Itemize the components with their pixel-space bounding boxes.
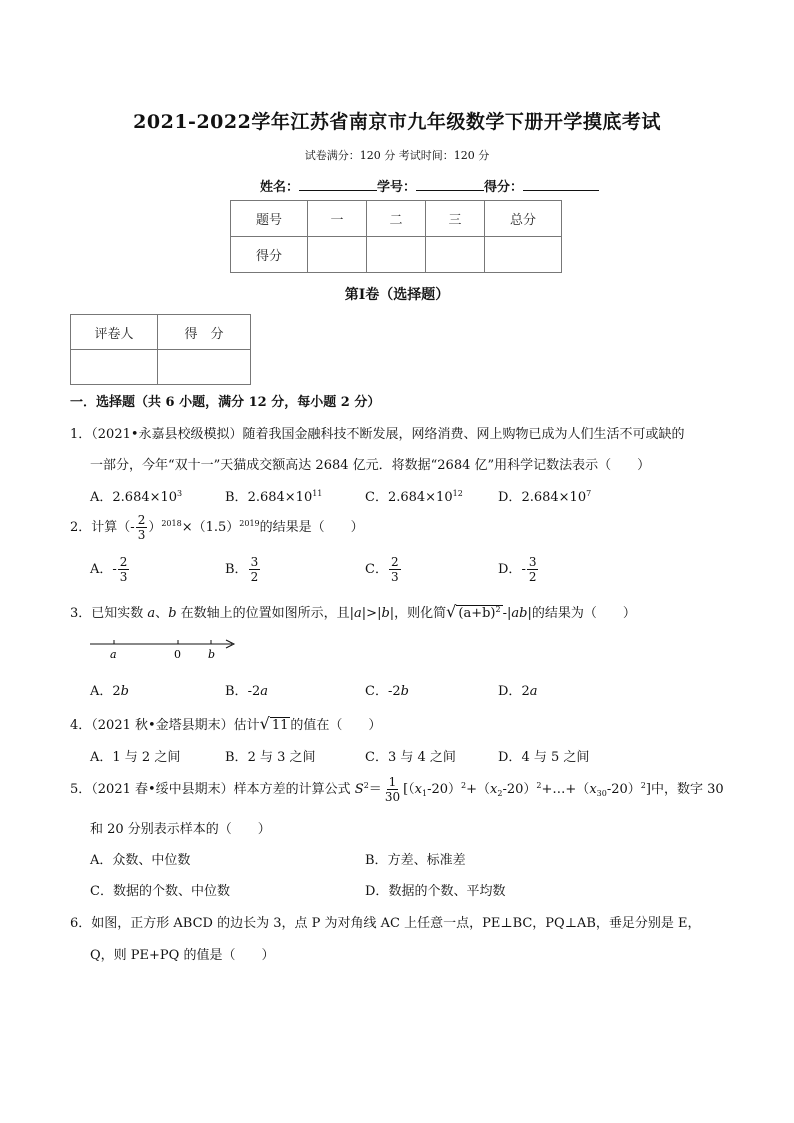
q5-line2: 和 20 分别表示样本的（ ） [90,822,271,837]
q3-var-a-abs: a [354,606,362,621]
q3-stem [70,602,636,621]
q3-var-a: a [147,606,156,621]
option-coef: -2 [247,684,261,699]
q2-option-c [365,556,402,583]
q5-square2: 2 [536,781,542,790]
tick-label-a: a [110,648,117,661]
option-var: b [120,684,129,699]
option-var: b [400,684,409,699]
option-fraction [389,556,401,583]
q1-line2: 一部分，今年“双十一”天猫成交额高达 2684 亿元．将数据“2684 亿”用科学记数法表示（ ） [90,458,651,473]
id-blank [416,178,484,191]
score-table [230,200,562,273]
option-label: C． [365,750,388,765]
grader-cell [71,350,158,385]
q6-line2: Q，则 PE+PQ 的值是（ ） [90,948,275,963]
grader-score-cell: 得 分 [158,315,251,350]
option-label: D． [365,884,389,899]
option-label: B． [225,750,248,765]
q2-suffix: 的结果是（ ） [259,520,364,535]
q2-stem [70,514,364,541]
tick-label-b: b [208,648,216,661]
q5-var-s: S [354,782,364,797]
option-label: C． [365,562,388,577]
option-exponent: 12 [452,489,463,498]
score-table-cell [308,237,367,273]
q2-option-a [90,556,130,583]
q5-s-exponent: 2 [363,781,369,790]
id-label: 学号： [377,180,417,195]
q3-option-c [365,680,409,699]
grader-cell: 评卷人 [71,315,158,350]
q2-exponent1: 2018 [161,519,182,528]
q3-sqrt-exponent: 2 [495,605,501,614]
q3-var-b-abs2: b [519,606,528,621]
q5-option-d [365,880,505,899]
section-title: 第Ⅰ卷（选择题） [344,287,450,303]
fraction-numerator: 2 [390,555,399,569]
q5-eq: ＝ [368,782,382,797]
option-text: 3 与 4 之间 [387,750,456,765]
q2-exponent2: 2019 [239,519,260,528]
q3-sqrt-content [456,605,502,621]
q3-mid3: |，则化简 [389,606,447,621]
score-table-cell: 三 [426,201,485,237]
option-label: C． [365,490,388,505]
option-text: 1 与 2 之间 [112,750,181,765]
option-text: 2 与 3 之间 [247,750,316,765]
q5-sub30: 30 [596,789,607,798]
score-table-cell [426,237,485,273]
score-label: 得分： [484,180,524,195]
q1-option-c [365,486,463,505]
q3-radicand: (a+b) [458,606,496,621]
option-var: a [529,684,538,699]
q5-fraction-denominator: 30 [384,790,401,804]
option-text: 方差、标准差 [387,853,466,868]
q1-option-b [225,486,322,505]
option-label: A． [90,853,113,868]
q4-option-d [498,746,589,765]
page-title: 2021-2022学年江苏省南京市九年级数学下册开学摸底考试 [133,111,661,133]
fraction-numerator: 2 [119,555,128,569]
grader-table [70,314,251,385]
option-base: 2.684×10 [387,490,453,505]
q1-option-d [498,486,591,505]
option-coef: -2 [387,684,401,699]
option-exponent: 7 [586,489,592,498]
q5-var-x2: x [490,782,498,797]
part-heading: 一．选择题（共 6 小题，满分 12 分，每小题 2 分） [70,395,381,410]
score-table-cell [367,237,426,273]
option-label: D． [498,490,522,505]
score-table-score-row [231,237,562,273]
q1-option-a [90,486,182,505]
option-text: 数据的个数、平均数 [388,884,506,899]
grader-table-header-row [71,315,251,350]
q2-fraction [136,514,148,541]
option-sign: - [521,562,526,577]
q4-suffix: 的值在（ ） [290,718,382,733]
sqrt-icon: √ [446,602,457,621]
q5-formula-b: -20） [427,782,462,797]
q5-sub1: 1 [422,789,428,798]
q4-option-a [90,746,180,765]
q5-option-a [90,849,190,868]
option-base: 2.684×10 [112,490,178,505]
option-coef: 2 [521,684,530,699]
score-table-header-row [231,201,562,237]
fraction-denominator: 2 [250,570,259,584]
option-fraction [527,556,539,583]
q1-line1: 1．（2021•永嘉县校级模拟）随着我国金融科技不断发展，网络消费、网上购物已成为人们生活不可或缺的 [70,427,685,442]
q5-formula-b2: -20） [502,782,537,797]
name-blank [299,178,377,191]
q4-prefix: 4．（2021 秋•金塔县期末）估计 [70,718,260,733]
q3-option-d [498,680,537,699]
option-text: 4 与 5 之间 [521,750,590,765]
name-label: 姓名： [260,180,300,195]
q6-line1: 6．如图，正方形 ABCD 的边长为 3，点 P 为对角线 AC 上任意一点，PE⊥BC，PQ⊥AB，垂足分别是 E， [70,916,701,931]
q2-mid: ×（1.5） [181,520,240,535]
option-fraction [249,556,261,583]
q5-formula-b3: -20） [606,782,641,797]
q5-square: 2 [461,781,467,790]
fraction-numerator: 3 [250,555,259,569]
score-table-cell: 得分 [231,237,308,273]
q2-option-b [225,556,261,583]
option-label: D． [498,562,522,577]
q5-formula-e: ]中，数字 30 [645,782,724,797]
option-label: B． [225,684,248,699]
q5-fraction [383,776,402,803]
score-table-cell: 二 [367,201,426,237]
q4-option-c [365,746,456,765]
score-table-cell: 题号 [231,201,308,237]
score-table-cell: 一 [308,201,367,237]
q5-formula-d: +…+（ [541,782,590,797]
option-label: B． [365,853,388,868]
q5-sub2: 2 [497,789,503,798]
option-exponent: 3 [177,489,183,498]
option-label: B． [225,490,248,505]
option-exponent: 11 [312,489,323,498]
q5-var-x1: x [414,782,423,797]
q5-fraction-numerator: 1 [388,775,397,789]
q3-option-b [225,680,268,699]
q3-sep: 、 [155,606,169,621]
option-var: a [260,684,268,699]
option-label: A． [90,562,113,577]
number-line-figure [86,634,246,662]
fraction-denominator: 3 [119,570,128,584]
q2-close-paren: ） [148,520,162,535]
q2-fraction-denominator: 3 [137,528,146,542]
q3-var-b: b [168,606,177,621]
option-label: C． [90,884,113,899]
option-label: A． [90,750,113,765]
option-coef: 2 [112,684,121,699]
option-text: 众数、中位数 [112,853,191,868]
option-label: B． [225,562,248,577]
q4-option-b [225,746,316,765]
option-label: A． [90,490,113,505]
q4-stem [70,714,381,733]
fraction-denominator: 3 [390,570,399,584]
q5-formula-c: +（ [466,782,491,797]
option-base: 2.684×10 [521,490,587,505]
q3-mid2: |>| [361,606,382,621]
score-blank [523,178,599,191]
q3-tail: |的结果为（ ） [527,606,636,621]
option-label: D． [498,750,522,765]
sqrt-icon: √ [259,714,270,733]
fraction-numerator: 3 [528,555,537,569]
q3-mid: 在数轴上的位置如图所示，且| [176,606,355,621]
tick-label-zero: 0 [174,648,181,661]
q3-var-a-abs2: a [511,606,520,621]
q5-stem [70,776,724,803]
q3-after: -| [502,606,512,621]
fraction-denominator: 2 [528,570,537,584]
q4-radicand: 11 [271,718,289,733]
grader-table-blank-row [71,350,251,385]
option-label: A． [90,684,113,699]
q3-var-b-abs: b [381,606,390,621]
q3-option-a [90,680,129,699]
score-table-cell: 总分 [485,201,562,237]
student-info-line [260,176,599,195]
q2-prefix: 2．计算（ [70,520,131,535]
q5-var-x30: x [589,782,597,797]
q2-neg-sign: - [130,520,135,535]
option-label: D． [498,684,522,699]
q5-option-b [365,849,466,868]
q3-prefix: 3．已知实数 [70,606,148,621]
q5-square3: 2 [640,781,646,790]
score-table-cell [485,237,562,273]
option-label: C． [365,684,388,699]
q2-option-d [498,556,539,583]
grader-score-cell [158,350,251,385]
q5-prefix: 5．（2021 春•绥中县期末）样本方差的计算公式 [70,782,355,797]
option-sign: - [112,562,117,577]
q2-fraction-numerator: 2 [137,513,146,527]
option-fraction [118,556,130,583]
option-text: 数据的个数、中位数 [112,884,230,899]
q5-option-c [90,880,230,899]
exam-subtitle: 试卷满分：120 分 考试时间：120 分 [304,149,490,162]
option-base: 2.684×10 [247,490,313,505]
q5-formula-a: [（ [403,782,415,797]
